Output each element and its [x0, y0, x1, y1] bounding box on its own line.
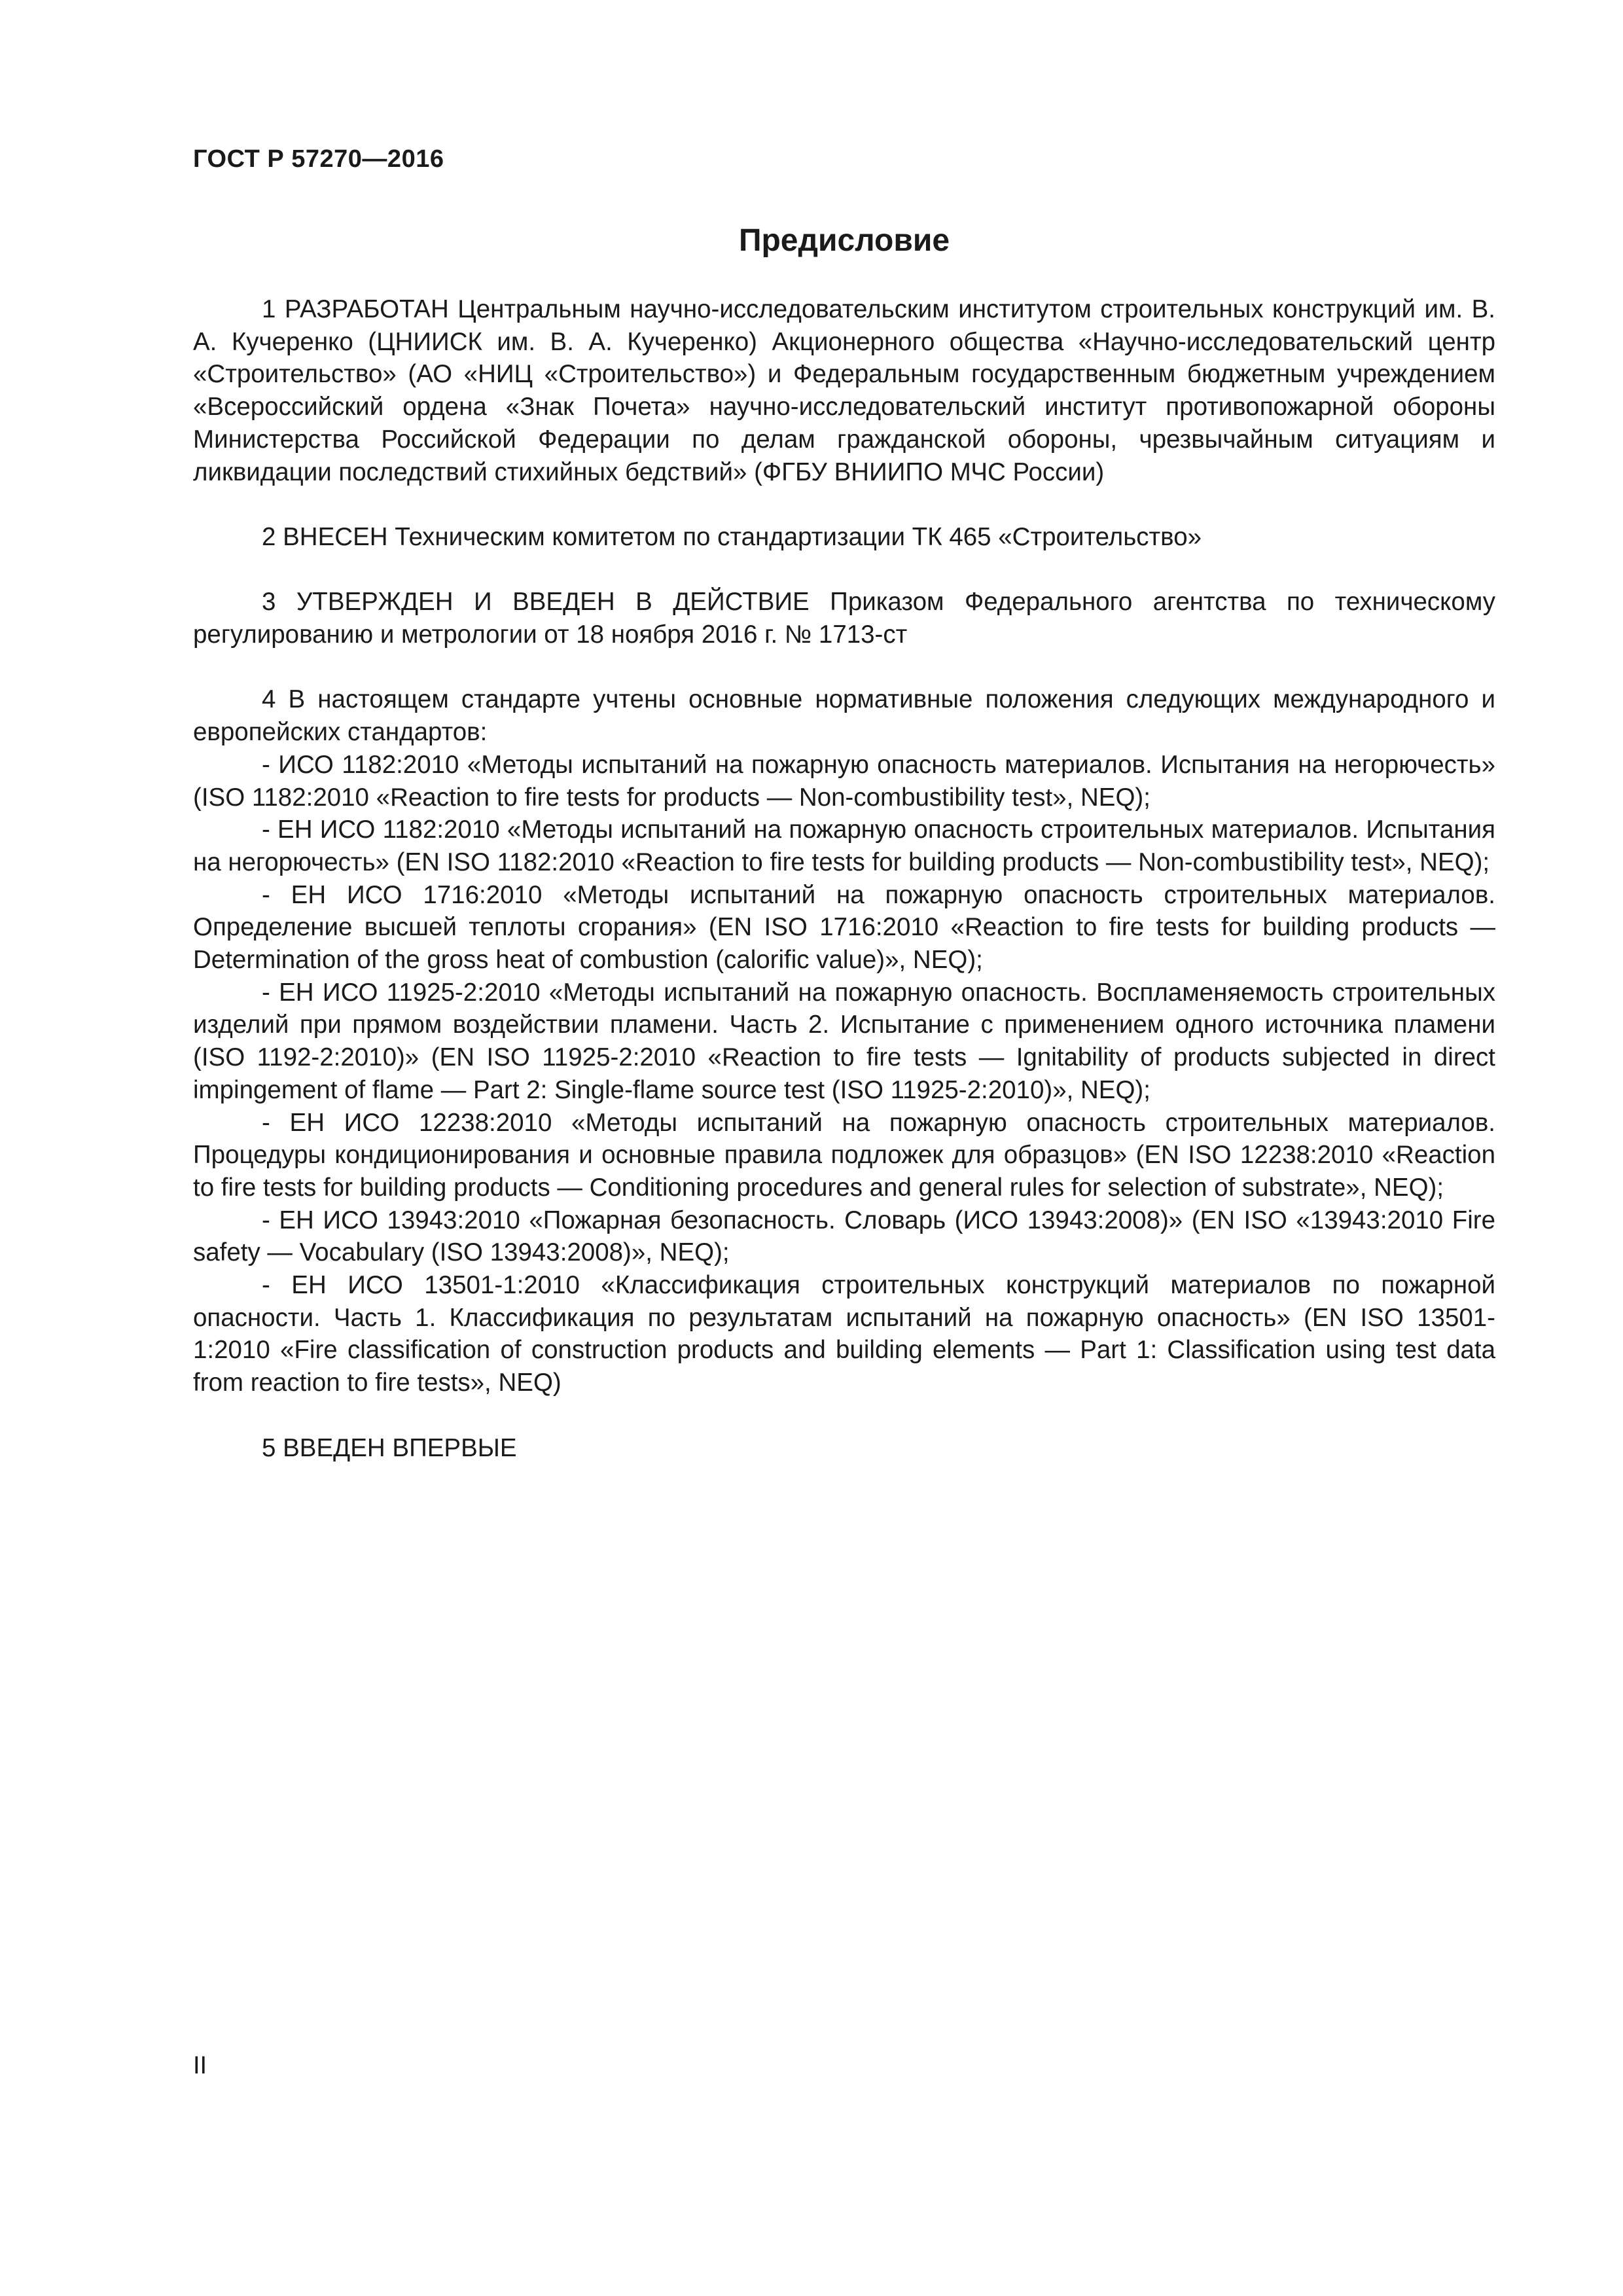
preface-body [193, 293, 1495, 1464]
standards-list-item: - ЕН ИСО 13501-1:2010 «Классификация строительных конструкций материалов по пожарной опасности. Часть 1. Классификация по результатам испытаний на пожарную опасность» (EN ISO 13501-1:2010 «Fire classification of construction products and building elements — Part 1: Classification using test data from reaction to fire tests», NEQ) [193, 1271, 1495, 1397]
standard-code-header: ГОСТ Р 57270—2016 [193, 145, 444, 173]
standards-list-item: - ЕН ИСО 11925-2:2010 «Методы испытаний на пожарную опасность. Воспламеняемость строительных изделий при прямом воздействии пламени. Часть 2. Испытание с применением одного источника пламени (ISO 1192-2:2010)» (EN ISO 11925-2:2010 «Reaction to fire tests — Ignitability of products subjected in direct impingement of flame — Part 2: Single-flame source test (ISO 11925-2:2010)», NEQ); [193, 978, 1495, 1104]
standards-list-item: - ЕН ИСО 13943:2010 «Пожарная безопасность. Словарь (ИСО 13943:2008)» (EN ISO «13943:2010 Fire safety — Vocabulary (ISO 13943:2008)», NEQ); [193, 1206, 1495, 1267]
page-number: II [193, 2052, 207, 2079]
paragraph-1-developed-by: 1 РАЗРАБОТАН Центральным научно-исследовательским институтом строительных конструкций им. В. А. Кучеренко (ЦНИИСК им. В. А. Кучеренко) Акционерного общества «Научно-исследовательский центр «Строительство» (АО «НИЦ «Строительство») и Федеральным государственным бюджетным учреждением «Всероссийский ордена «Знак Почета» научно-исследовательский институт противопожарной обороны Министерства Российской Федерации по делам гражданской обороны, чрезвычайным ситуациям и ликвидации последствий стихийных бедствий» (ФГБУ ВНИИПО МЧС России) [193, 295, 1495, 486]
paragraph-4-standards-intro: 4 В настоящем стандарте учтены основные нормативные положения следующих международного и европейских стандартов: [193, 685, 1495, 747]
paragraph-3-approved: 3 УТВЕРЖДЕН И ВВЕДЕН В ДЕЙСТВИЕ Приказом Федерального агентства по техническому регулированию и метрологии от 18 ноября 2016 г. № 1713-ст [193, 588, 1495, 649]
paragraph-5-first-introduced: 5 ВВЕДЕН ВПЕРВЫЕ [262, 1433, 517, 1462]
page-title: Предисловие [738, 223, 950, 258]
standards-list-item: - ИСО 1182:2010 «Методы испытаний на пожарную опасность материалов. Испытания на негорючесть» (ISO 1182:2010 «Reaction to fire tests for products — Non-combustibility test», NEQ); [193, 750, 1495, 812]
standards-list-item: - ЕН ИСО 1716:2010 «Методы испытаний на пожарную опасность строительных материалов. Определение высшей теплоты сгорания» (EN ISO 1716:2010 «Reaction to fire tests for building products — Determination of the gross heat of combustion (calorific value)», NEQ); [193, 880, 1495, 975]
standards-list-item: - ЕН ИСО 12238:2010 «Методы испытаний на пожарную опасность строительных материалов. Процедуры кондиционирования и основные правила подложек для образцов» (EN ISO 12238:2010 «Reaction to fire tests for building products — Conditioning procedures and general rules for selection of substrate», NEQ); [193, 1108, 1495, 1202]
paragraph-2-submitted-by: 2 ВНЕСЕН Техническим комитетом по стандартизации ТК 465 «Строительство» [262, 522, 1202, 551]
standards-list-item: - ЕН ИСО 1182:2010 «Методы испытаний на пожарную опасность строительных материалов. Испытания на негорючесть» (EN ISO 1182:2010 «Reaction to fire tests for building products — Non-combustibility test», NEQ); [193, 816, 1495, 876]
